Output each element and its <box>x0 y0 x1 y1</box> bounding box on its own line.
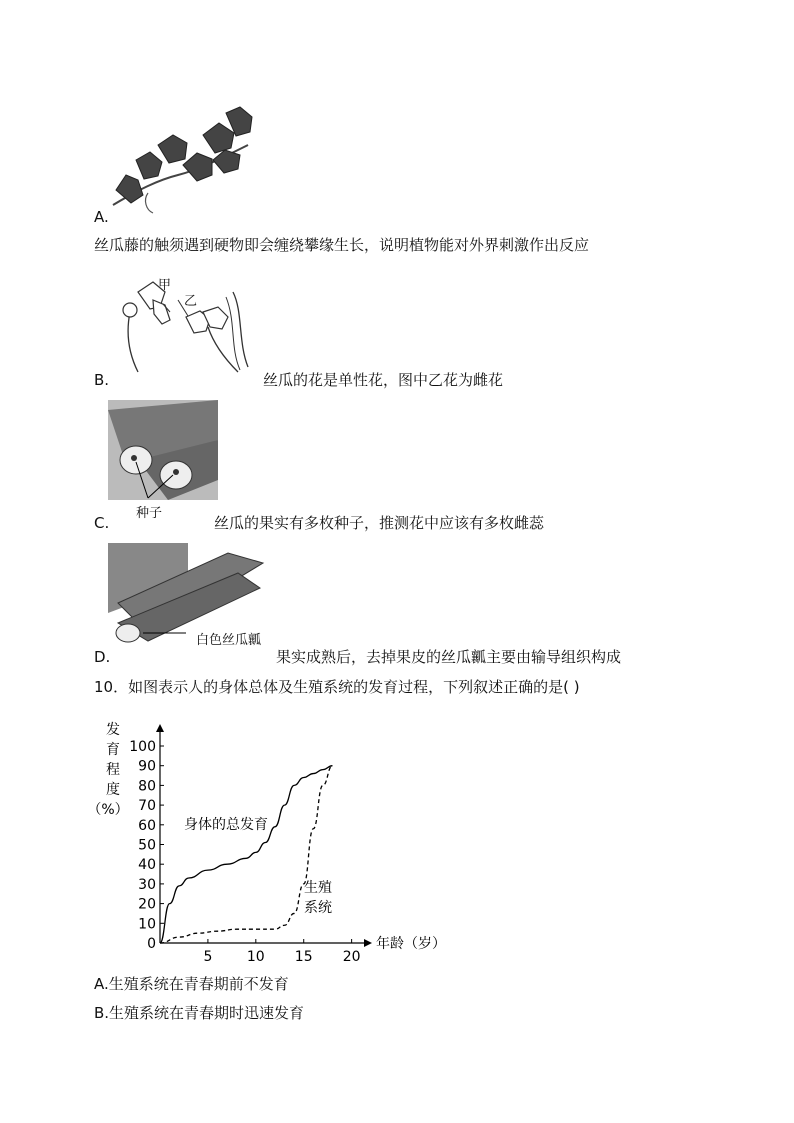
option-d-letter: D. <box>94 648 111 666</box>
series-total-development-line <box>160 766 332 943</box>
seed-label: 种子 <box>136 506 163 521</box>
series-reproductive-label: 生殖 <box>304 880 332 896</box>
x-tick-label: 5 <box>203 949 213 965</box>
answer-b: B.生殖系统在青春期时迅速发育 <box>94 1004 305 1022</box>
y-tick-label: 80 <box>138 778 156 795</box>
series-reproductive-line <box>160 766 332 943</box>
origin-label: 0 <box>147 936 156 952</box>
y-tick-label: 10 <box>138 916 156 933</box>
chart-svg <box>87 712 464 972</box>
option-d-text: 果实成熟后，去掉果皮的丝瓜瓤主要由输导组织构成 <box>276 648 622 666</box>
x-tick-label: 10 <box>246 949 265 965</box>
x-axis-label: 年龄（岁） <box>376 936 446 952</box>
x-axis-arrow <box>364 939 372 947</box>
flower-label-jia: 甲 <box>158 278 172 293</box>
series-reproductive-label: 系统 <box>304 900 332 916</box>
flower-label-yi: 乙 <box>184 294 198 309</box>
y-axis-arrow <box>156 724 164 732</box>
x-tick-label: 15 <box>294 949 313 965</box>
y-axis-label-char: 发 <box>106 722 120 738</box>
y-tick-label: 20 <box>138 896 156 913</box>
development-chart <box>87 712 464 972</box>
answer-a: A.生殖系统在青春期前不发育 <box>94 975 289 993</box>
option-d-image <box>108 543 278 649</box>
option-c-letter: C. <box>94 514 110 532</box>
loofah-flowers-illustration <box>108 272 253 375</box>
y-tick-label: 30 <box>138 876 156 893</box>
loofah-cross-section-illustration <box>108 400 218 518</box>
y-tick-label: 70 <box>138 798 156 815</box>
option-c-image <box>108 400 218 521</box>
question-10-text: 10．如图表示人的身体总体及生殖系统的发育过程，下列叙述正确的是( ) <box>94 678 580 696</box>
y-tick-label: 50 <box>138 837 156 854</box>
y-axis-label-char: 度 <box>106 782 120 798</box>
option-a-image <box>108 105 253 220</box>
y-axis-label-char: 育 <box>106 742 120 758</box>
y-axis-label-char: 程 <box>106 762 120 778</box>
option-a-text: 丝瓜藤的触须遇到硬物即会缠绕攀缘生长，说明植物能对外界刺激作出反应 <box>94 236 590 254</box>
series-total-label: 身体的总发育 <box>184 817 268 833</box>
y-tick-label: 40 <box>138 857 156 874</box>
y-tick-label: 60 <box>138 817 156 834</box>
y-axis-label-char: （%） <box>87 802 129 818</box>
vine-leaves-illustration <box>108 105 253 220</box>
option-b-image <box>108 272 253 375</box>
x-tick-label: 20 <box>342 949 361 965</box>
y-tick-label: 90 <box>138 758 156 775</box>
option-b-text: 丝瓜的花是单性花，图中乙花为雌花 <box>263 371 504 389</box>
y-tick-label: 100 <box>129 739 156 755</box>
option-a-letter: A. <box>94 208 109 226</box>
option-c-text: 丝瓜的果实有多枚种子，推测花中应该有多枚雌蕊 <box>214 514 545 532</box>
pulp-label: 白色丝瓜瓤 <box>196 633 262 648</box>
option-b-letter: B. <box>94 371 110 389</box>
